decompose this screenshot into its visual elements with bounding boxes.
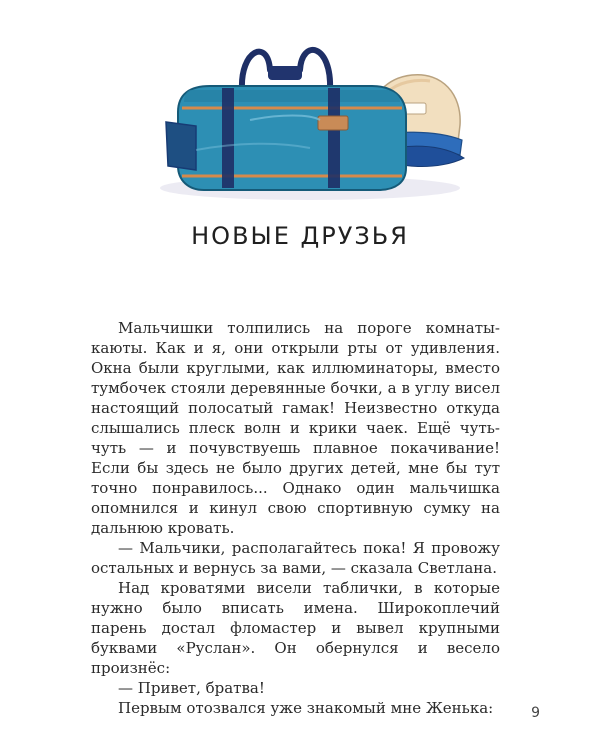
paragraph-4: — Привет, братва! xyxy=(118,679,265,697)
bag-and-cap-illustration xyxy=(160,30,480,205)
page-number: 9 xyxy=(531,705,540,721)
paragraph-5: Первым отозвался уже знакомый мне Женька: xyxy=(118,699,494,717)
paragraph-1: Мальчишки толпились на пороге комнаты-каюты. Как и я, они открыли рты от удивления. Окна были круглыми, как иллюминаторы, вместо тумбочек стояли деревянные бочки, а в углу висел настоящий полосатый гамак! Неизвестно откуда слышались плеск волн и крики чаек. Ещё чуть-чуть — и почувствуешь плавное покачивание! Если бы здесь не было других детей, мне бы тут точно понравилось... Однако один мальчишка опомнился и кинул свою спортивную сумку на дальнюю кровать. xyxy=(91,319,500,537)
paragraph-3: Над кроватями висели таблички, в которые нужно было вписать имена. Широкоплечий парень достал фломастер и вывел крупными буквами «Руслан». Он обернулся и весело произнёс: xyxy=(91,579,500,677)
chapter-title: НОВЫЕ ДРУЗЬЯ xyxy=(191,222,409,250)
duffel-bag-icon xyxy=(166,50,406,190)
paragraph-2: — Мальчики, располагайтесь пока! Я провожу остальных и вернусь за вами, — сказала Светлана. xyxy=(91,539,500,577)
body-text xyxy=(91,318,500,718)
